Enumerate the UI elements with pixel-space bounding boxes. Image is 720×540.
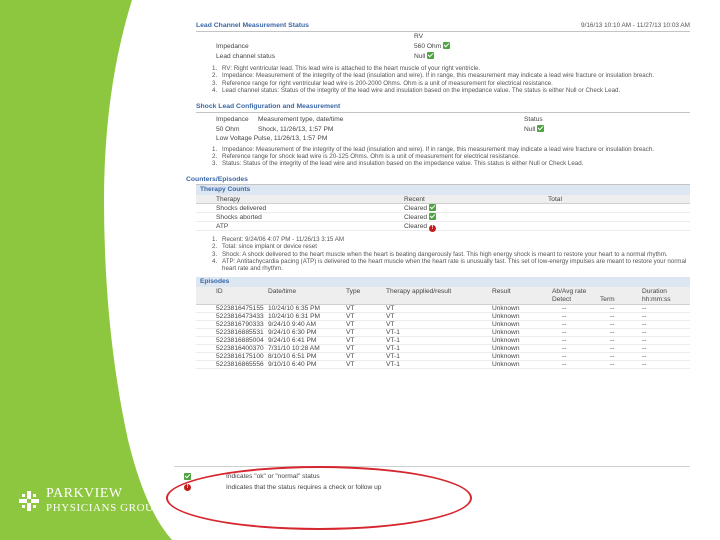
therapy-col-header: Therapy <box>216 195 241 203</box>
episode-detect-cell: -- <box>610 320 615 328</box>
note-item: 3. Status: Status of the integrity of the lead wire and insulation based on the impedance value. This status is either Null or Check Lead. <box>212 160 584 168</box>
episode-detect-cell: -- <box>610 352 615 360</box>
impedance-label: Impedance <box>216 43 249 50</box>
episode-term-cell: -- <box>642 320 647 328</box>
episode-date-cell: 9/24/10 9:40 AM <box>268 320 317 328</box>
episode-date-cell: 9/10/10 6:40 PM <box>268 360 317 368</box>
ok-check-icon <box>537 125 544 132</box>
episode-therapy-cell: VT-1 <box>386 360 400 368</box>
episode-therapy-cell: VT-1 <box>386 336 400 344</box>
ok-check-icon <box>184 473 191 480</box>
brand-name-line2: PHYSICIANS GROUP <box>46 502 161 514</box>
therapy-notes <box>212 236 690 273</box>
therapy-row: ATP Cleared ! <box>196 222 690 231</box>
episode-row <box>196 337 690 345</box>
counters-section-header <box>186 174 690 185</box>
episode-date-cell: 10/24/10 6:35 PM <box>268 304 321 312</box>
episode-type-cell: VT <box>346 304 355 312</box>
note-item: 1. RV: Right ventricular lead. This lead wire is attached to the heart muscle of your right ventricle. <box>212 65 481 72</box>
episode-mode-cell: -- <box>562 320 567 328</box>
episode-therapy-cell: VT-1 <box>386 352 400 360</box>
ok-check-icon <box>429 213 436 220</box>
episode-term-cell: -- <box>642 360 647 368</box>
report-date-range: 9/16/13 10:10 AM - 11/27/13 10:03 AM <box>581 22 690 29</box>
episode-id-cell: 5223816865556 <box>216 360 264 368</box>
episode-row <box>196 345 690 353</box>
episode-id-cell: 5223816475155 <box>216 304 264 312</box>
episode-result-cell: Unknown <box>492 320 520 328</box>
episode-type-cell: VT <box>346 344 355 352</box>
episodes-table-header: ID Date/time Type Therapy applied/result Result Ab/Avg rate Detect Term Duration hh:mm:ss <box>196 287 690 305</box>
lead-channel-notes <box>212 65 690 95</box>
episode-detect-cell: -- <box>610 328 615 336</box>
episode-mode-cell: -- <box>562 304 567 312</box>
episode-date-cell: 8/10/10 6:51 PM <box>268 352 317 360</box>
episode-id-cell: 5223816790333 <box>216 320 264 328</box>
device-report <box>186 20 690 498</box>
episode-detect-cell: -- <box>610 344 615 352</box>
episode-id-cell: 5223816175100 <box>216 352 264 360</box>
episode-result-cell: Unknown <box>492 336 520 344</box>
episode-date-cell: 7/31/10 10:28 AM <box>268 344 320 352</box>
episode-row <box>196 353 690 361</box>
episode-id-cell: 5223816473433 <box>216 312 264 320</box>
note-item: 2. Impedance: Measurement of the integrity of the lead (insulation and wire). If in range, this measurement may indicate a lead wire fracture or insulation breach. <box>212 72 654 80</box>
episode-therapy-cell: VT <box>386 312 395 320</box>
shock-lead-column-headers <box>196 115 690 125</box>
episode-id-cell: 5223816885531 <box>216 328 264 336</box>
episode-detect-cell: -- <box>610 312 615 320</box>
ok-check-icon <box>429 204 436 211</box>
episode-mode-cell: -- <box>562 360 567 368</box>
episodes-table-body <box>196 305 690 369</box>
rv-header-row <box>196 32 690 42</box>
episode-term-cell: -- <box>642 304 647 312</box>
episode-term-cell: -- <box>642 352 647 360</box>
episode-type-cell: VT <box>346 352 355 360</box>
note-item: 1. Recent: 9/24/06 4:07 PM - 11/26/13 3:15 AM <box>212 235 344 243</box>
note-item: 4. Lead channel status: Status of the integrity of the lead wire and insulation based on the impedance value. The status is either Null or Check Lead. <box>212 87 621 95</box>
shock-status-header: Status <box>524 115 543 123</box>
shock-lead-title: Shock Lead Configuration and Measurement <box>196 102 341 110</box>
note-item: 1. Impedance: Measurement of the integrity of the lead (insulation and wire). If in range, this measurement may indicate a lead wire fracture or insulation breach. <box>212 145 654 153</box>
shock-lead-section-header <box>196 101 690 113</box>
episode-row <box>196 321 690 329</box>
shock-lead-notes <box>212 146 690 168</box>
episode-type-cell: VT <box>346 320 355 328</box>
episode-result-cell: Unknown <box>492 312 520 320</box>
episode-term-cell: -- <box>642 344 647 352</box>
episodes-header: Episodes <box>196 277 690 287</box>
alert-icon: ! <box>184 484 191 491</box>
episode-detect-cell: -- <box>610 304 615 312</box>
impedance-value: 560 Ohm <box>414 43 442 50</box>
episode-id-cell: 5223816400370 <box>216 344 264 352</box>
lead-channel-section-header <box>196 20 690 32</box>
brand-name-line1: PARKVIEW <box>46 486 123 501</box>
episode-therapy-cell: VT-1 <box>386 328 400 336</box>
legend-check-text: Indicates that the status requires a check or follow up <box>226 484 382 491</box>
lead-channel-status-row <box>196 52 690 62</box>
episode-term-cell: -- <box>642 328 647 336</box>
impedance-row <box>196 42 690 52</box>
highlight-ellipse <box>166 466 472 530</box>
episode-result-cell: Unknown <box>492 352 520 360</box>
lead-channel-status-label: Lead channel status <box>216 53 276 60</box>
episode-mode-cell: -- <box>562 312 567 320</box>
rv-column-header: RV <box>414 33 424 40</box>
episode-therapy-cell: VT <box>386 320 395 328</box>
episode-date-cell: 9/24/10 6:30 PM <box>268 328 317 336</box>
episode-result-cell: Unknown <box>492 304 520 312</box>
shock-lead-row: 50 Ohm Shock, 11/26/13, 1:57 PM Null <box>196 125 690 134</box>
episode-date-cell: 9/24/10 6:41 PM <box>268 336 317 344</box>
counters-title: Counters/Episodes <box>186 175 248 183</box>
episode-detect-cell: -- <box>610 360 615 368</box>
recent-col-header: Recent <box>404 195 425 203</box>
total-col-header: Total <box>548 195 562 203</box>
shock-lead-row: Low Voltage Pulse, 11/26/13, 1:57 PM <box>216 134 328 142</box>
episode-date-cell: 10/24/10 6:31 PM <box>268 312 321 320</box>
note-item: 3. Reference range for right ventricular lead wire is 200-2000 Ohms. Ohm is a unit of measurement for electrical resistance. <box>212 79 553 87</box>
legend-ok-text: Indicates "ok" or "normal" status <box>226 473 320 480</box>
ok-check-icon <box>443 42 450 49</box>
episode-mode-cell: -- <box>562 336 567 344</box>
brand-sidebar <box>0 0 172 540</box>
episode-mode-cell: -- <box>562 352 567 360</box>
episode-result-cell: Unknown <box>492 360 520 368</box>
episode-row <box>196 329 690 337</box>
episode-therapy-cell: VT <box>386 304 395 312</box>
episode-term-cell: -- <box>642 312 647 320</box>
episode-type-cell: VT <box>346 336 355 344</box>
therapy-row: Shocks aborted Cleared <box>196 213 690 222</box>
ok-check-icon <box>427 52 434 59</box>
therapy-counts-header: Therapy Counts <box>196 185 690 195</box>
episode-row <box>196 361 690 369</box>
therapy-row: Shocks delivered Cleared <box>196 204 690 213</box>
episode-type-cell: VT <box>346 360 355 368</box>
episode-term-cell: -- <box>642 336 647 344</box>
note-item: 3. Shock: A shock delivered to the heart muscle when the heart is beating dangerously fast. This high energy shock is meant to restore your heart to a normal rhythm. <box>212 250 668 258</box>
episode-mode-cell: -- <box>562 344 567 352</box>
episode-result-cell: Unknown <box>492 328 520 336</box>
note-item: 4. ATP: Antitachycardia pacing (ATP) is delivered to the heart muscle when the heart rate is unusually fast. This set of low-energy impulses are meant to restore your normal heart rate and rhythm. <box>212 258 687 273</box>
green-brand-shape <box>0 0 172 540</box>
episode-result-cell: Unknown <box>492 344 520 352</box>
episode-type-cell: VT <box>346 312 355 320</box>
note-item: 2. Total: since implant or device reset <box>212 243 317 251</box>
episode-row <box>196 305 690 313</box>
therapy-table-header <box>196 195 690 204</box>
shock-impedance-header: Impedance <box>216 115 249 123</box>
alert-icon: ! <box>429 225 436 232</box>
note-item: 2. Reference range for shock lead wire is 20-125 Ohms. Ohm is a unit of measurement for electrical resistance. <box>212 153 520 161</box>
shock-measurement-header: Measurement type, date/time <box>258 115 344 123</box>
episode-row <box>196 313 690 321</box>
episode-mode-cell: -- <box>562 328 567 336</box>
episode-id-cell: 5223816885004 <box>216 336 264 344</box>
lead-channel-status-value: Null <box>414 53 426 60</box>
parkview-logo-mark-icon <box>18 490 40 512</box>
episode-type-cell: VT <box>346 328 355 336</box>
lead-channel-title: Lead Channel Measurement Status <box>196 22 309 29</box>
parkview-logo <box>18 487 160 514</box>
episode-detect-cell: -- <box>610 336 615 344</box>
episode-therapy-cell: VT-1 <box>386 344 400 352</box>
